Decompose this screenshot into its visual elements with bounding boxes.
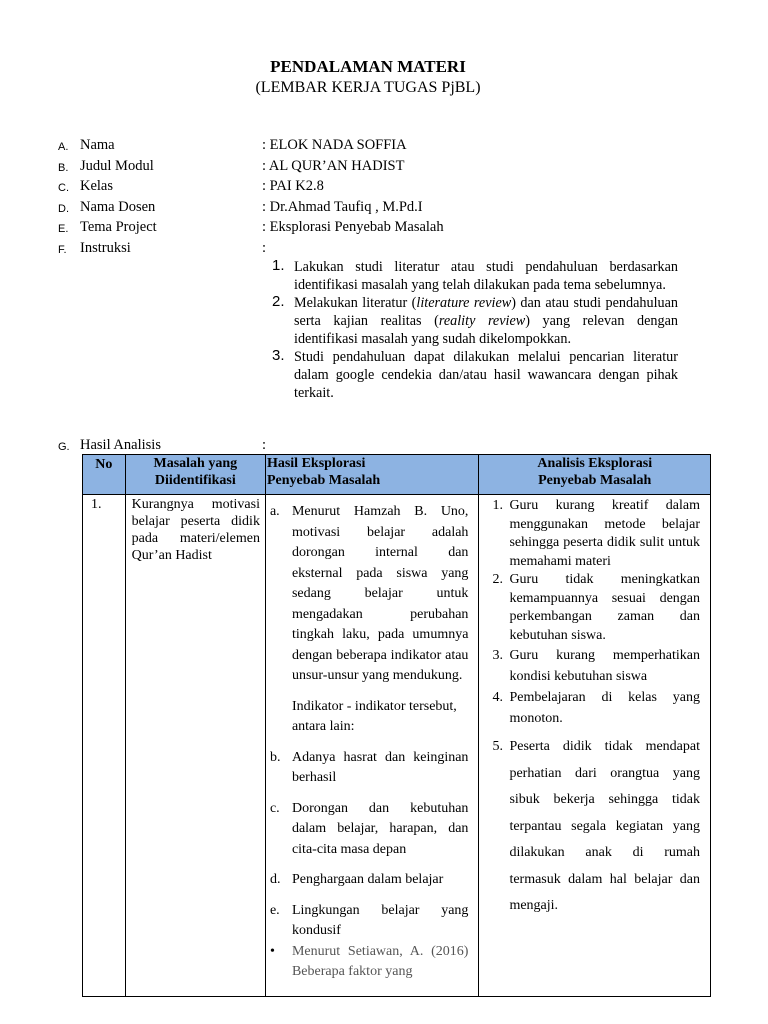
info-value: : Dr.Ahmad Taufiq , M.Pd.I — [262, 199, 423, 215]
bullet-icon: • — [269, 943, 275, 959]
instruction-text-part: Melakukan literatur ( — [294, 295, 417, 311]
info-value: : PAI K2.8 — [262, 178, 324, 194]
instruction-emphasis: literature review — [416, 295, 512, 311]
analysis-table — [82, 454, 711, 997]
cell-no: 1. — [83, 495, 126, 997]
header-no: No — [83, 455, 126, 495]
instruction-item — [270, 258, 678, 294]
list-item: 4. Pembelajaran di kelas yang monoton. — [492, 690, 700, 726]
info-value: : — [262, 240, 267, 256]
info-letter: B. — [58, 162, 69, 174]
cell-analisis — [479, 495, 711, 997]
info-label: Instruksi — [80, 240, 131, 256]
info-letter: C. — [58, 182, 69, 194]
info-label: Judul Modul — [80, 158, 154, 174]
header-hasil: Hasil Eksplorasi Penyebab Masalah — [265, 455, 478, 495]
instruction-text-part: ) yang relevan dengan identifikasi masalah yang sudah dikelompokkan. — [294, 313, 678, 347]
instruction-number: 3. — [272, 347, 285, 364]
info-label: Nama — [80, 137, 115, 153]
list-item: c. Dorongan dan kebutuhan dalam belajar, harapan, dan cita-cita masa depan — [269, 800, 469, 857]
list-item: a. Menurut Hamzah B. Uno, motivasi belajar adalah dorongan internal dan eksternal pada siswa yang sedang belajar untuk mengadakan perubahan tingkah laku, pada umumnya dengan beberapa indikator atau unsur-unsur yang mendukung. — [269, 504, 469, 683]
instruction-text: Studi pendahuluan dapat dilakukan melalui pencarian literatur dalam google cendekia dan/atau hasil wawancara dengan pihak terkait. — [294, 349, 678, 401]
instruction-number: 1. — [272, 257, 285, 274]
info-value: : AL QUR’AN HADIST — [262, 158, 405, 174]
info-label: Kelas — [80, 178, 114, 194]
info-letter: G. — [58, 441, 70, 453]
document-subtitle: (LEMBAR KERJA TUGAS PjBL) — [255, 79, 481, 96]
list-item: Indikator - indikator tersebut, antara lain: — [291, 698, 457, 734]
info-letter: F. — [58, 244, 67, 256]
table-row — [83, 495, 711, 997]
cell-hasil — [265, 495, 478, 997]
list-item: 2. Guru tidak meningkatkan kemampuannya sesuai dengan perkembangan zaman dan kebutuhan siswa. — [492, 572, 700, 643]
list-item: b. Adanya hasrat dan keinginan berhasil — [269, 749, 469, 785]
list-item: e. Lingkungan belajar yang kondusif — [269, 902, 469, 938]
info-letter: A. — [58, 141, 69, 153]
instruction-emphasis: reality review — [438, 313, 526, 329]
instruction-list — [270, 258, 678, 402]
list-item: d. Penghargaan dalam belajar — [269, 872, 444, 887]
document-title: PENDALAMAN MATERI — [270, 57, 466, 76]
instruction-text: Lakukan studi literatur atau studi pendahuluan berdasarkan identifikasi masalah yang telah dilakukan pada tema sebelumnya. — [294, 259, 678, 293]
instruction-text-part: ) dan atau studi pendahuluan serta kajian realitas ( — [294, 295, 679, 329]
info-value: : ELOK NADA SOFFIA — [262, 137, 407, 153]
list-item: 5. Peserta didik tidak mendapat perhatian dari orangtua yang sibuk bekerja sehingga tidak terpantau segala kegiatan yang dilakukan anak di rumah termasuk dalam hal belajar dan mengaji. — [492, 739, 700, 913]
list-item: 1. Guru kurang kreatif dalam menggunakan metode belajar sehingga peserta didik sulit untuk memahami materi — [492, 498, 700, 569]
info-value: : — [262, 437, 267, 453]
info-label: Nama Dosen — [80, 199, 156, 215]
instruction-item — [270, 294, 678, 348]
info-letter: E. — [58, 223, 69, 235]
info-letter: D. — [58, 203, 69, 215]
info-label: Tema Project — [80, 219, 157, 235]
header-masalah: Masalah yang Diidentifikasi — [125, 455, 265, 495]
list-item: 3. Guru kurang memperhatikan kondisi kebutuhan siswa — [492, 648, 700, 684]
list-item: • Menurut Setiawan, A. (2016) Beberapa faktor yang — [269, 943, 469, 979]
header-analisis: Analisis Eksplorasi Penyebab Masalah — [479, 455, 711, 495]
instruction-item — [270, 348, 678, 402]
instruction-number: 2. — [272, 293, 285, 310]
table-header-row — [83, 455, 711, 495]
info-value: : Eksplorasi Penyebab Masalah — [262, 219, 444, 235]
cell-masalah: Kurangnya motivasi belajar peserta didik pada materi/elemen Qur’an Hadist — [125, 495, 265, 997]
info-label: Hasil Analisis — [80, 437, 161, 453]
